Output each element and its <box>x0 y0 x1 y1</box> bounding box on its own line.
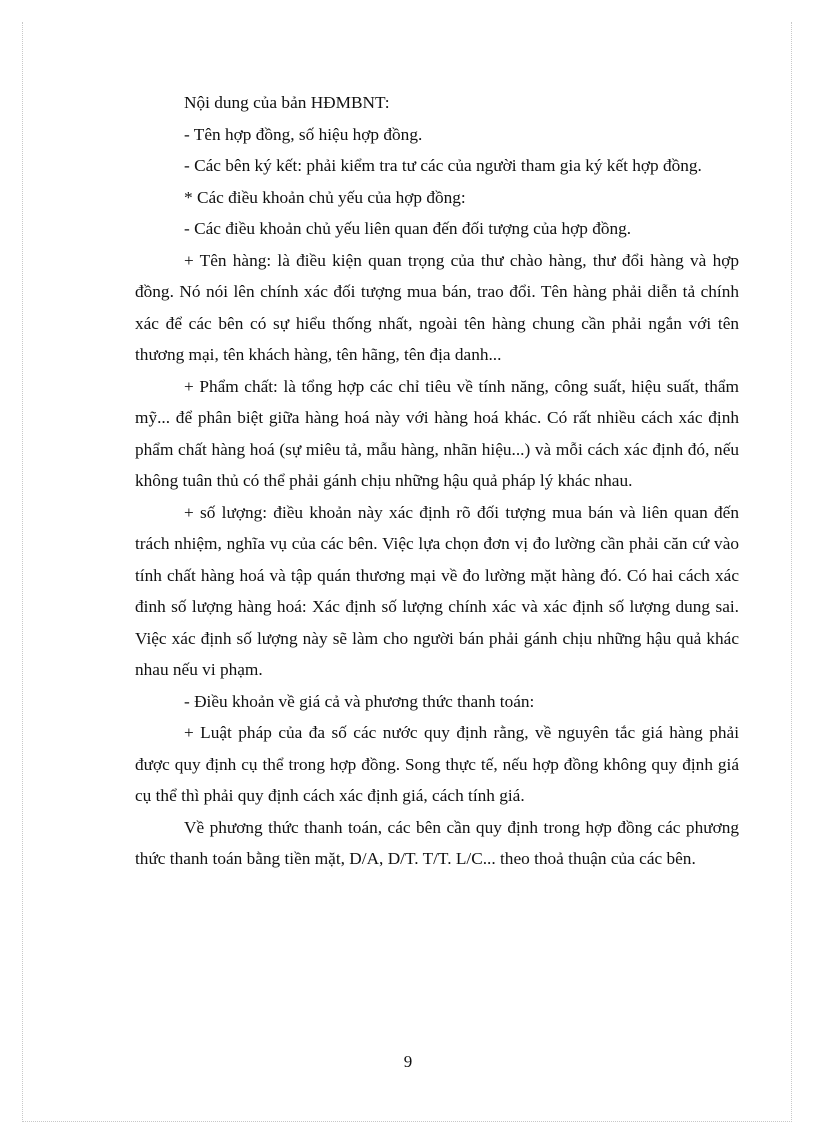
paragraph-price-payment-heading: - Điều khoản về giá cả và phương thức thanh toán: <box>184 691 535 711</box>
page-number: 9 <box>403 1052 413 1071</box>
paragraph-contract-name: - Tên hợp đồng, số hiệu hợp đồng. <box>184 124 423 144</box>
paragraph-quality: + Phẩm chất: là tổng hợp các chỉ tiêu về tính năng, công suất, hiệu suất, thẩm mỹ... để phân biệt giữa hàng hoá này với hàng hoá khác. Có rất nhiều cách xác định phẩm chất hàng hoá (sự miêu tả, mẫu hàng, nhãn hiệu...) và mỗi cách xác định đó, nếu không tuân thủ có thể phải gánh chịu những hậu quả pháp lý khác nhau. <box>135 376 739 490</box>
paragraph-main-terms-heading: * Các điều khoản chủ yếu của hợp đồng: <box>184 187 466 207</box>
document-body <box>135 87 739 875</box>
paragraph-object-terms: - Các điều khoản chủ yếu liên quan đến đối tượng của hợp đồng. <box>184 219 632 238</box>
paragraph-quantity: + số lượng: điều khoản này xác định rõ đối tượng mua bán và liên quan đến trách nhiệm, nghĩa vụ của các bên. Việc lựa chọn đơn vị đo lường cần phải căn cứ vào tính chất hàng hoá và tập quán thương mại về đo lường mặt hàng đó. Có hai cách xác đinh số lượng hàng hoá: Xác định số lượng chính xác và xác định số lượng dung sai. Việc xác định số lượng này sẽ làm cho người bán phải gánh chịu những hậu quả khác nhau nếu vi phạm. <box>135 502 739 679</box>
paragraph-goods-name: + Tên hàng: là điều kiện quan trọng của thư chào hàng, thư đổi hàng và hợp đồng. Nó nói lên chính xác đối tượng mua bán, trao đổi. Tên hàng phải diễn tả chính xác để các bên có sự hiểu thống nhất, ngoài tên hàng chung cần phải ngắn với tên thương mại, tên khách hàng, tên hãng, tên địa danh... <box>135 250 739 364</box>
paragraph-signing-parties: - Các bên ký kết: phải kiểm tra tư các của người tham gia ký kết hợp đồng. <box>184 156 702 175</box>
paragraph-contract-contents: Nội dung của bản HĐMBNT: <box>184 93 390 112</box>
paragraph-price-law: + Luật pháp của đa số các nước quy định rằng, về nguyên tắc giá hàng phải được quy định cụ thể trong hợp đồng. Song thực tế, nếu hợp đồng không quy định giá cụ thể thì phải quy định cách xác định giá, cách tính giá. <box>135 723 739 805</box>
paragraph-payment-methods: Về phương thức thanh toán, các bên cần quy định trong hợp đồng các phương thức thanh toán bằng tiền mặt, D/A, D/T. T/T. L/C... theo thoả thuận của các bên. <box>135 817 739 868</box>
